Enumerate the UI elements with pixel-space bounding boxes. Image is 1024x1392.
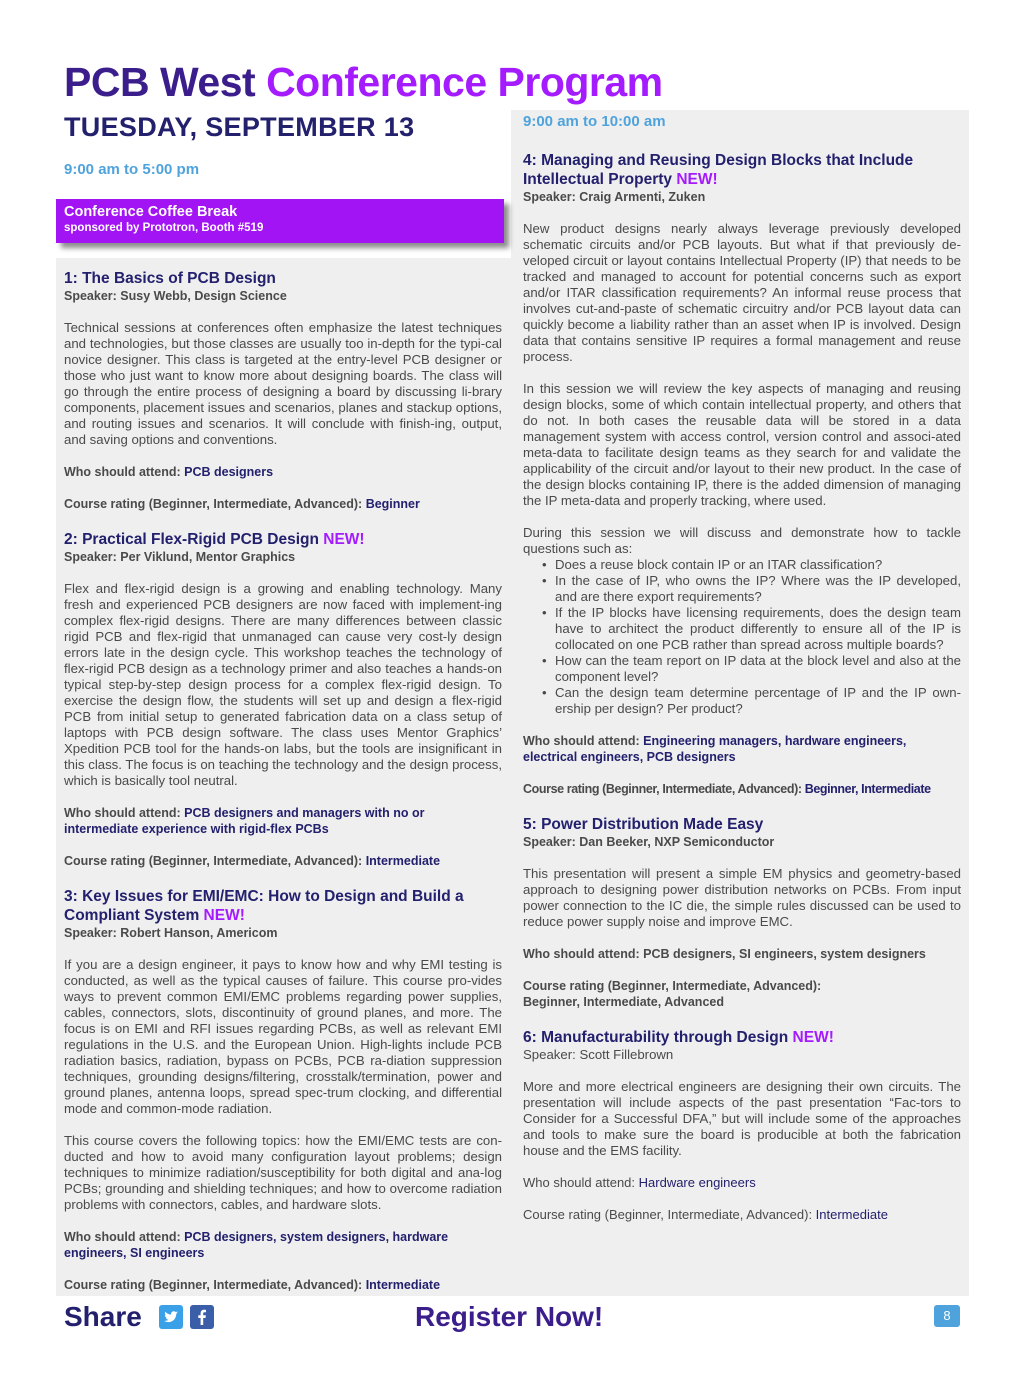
new-badge: NEW! bbox=[792, 1029, 834, 1046]
session3-speaker: Speaker: Robert Hanson, Americom bbox=[64, 926, 278, 940]
facebook-icon[interactable] bbox=[190, 1305, 214, 1329]
session1-rating: Course rating (Beginner, Intermediate, Advanced): Beginner bbox=[64, 497, 420, 511]
session5-who: Who should attend: PCB designers, SI engineers, system designers bbox=[523, 947, 926, 961]
session1-title: 1: The Basics of PCB Design bbox=[64, 270, 276, 287]
page-title bbox=[64, 58, 663, 106]
right-column bbox=[523, 113, 961, 1223]
session2-rating: Course rating (Beginner, Intermediate, Advanced): Intermediate bbox=[64, 854, 441, 868]
session3-description-2: This course covers the following topics: how the EMI/EMC tests are con-ducted and how to avoid many configuration layout problems; design techniques to minimize radiation/susceptibility for both digital and ana-log PCBs; grounding and shielding techniques; and how to overcome radiation problems with connectors, cables, and hardware slots. bbox=[64, 1133, 502, 1212]
twitter-icon[interactable] bbox=[159, 1305, 183, 1329]
session4-speaker: Speaker: Craig Armenti, Zuken bbox=[523, 190, 706, 204]
session5-speaker: Speaker: Dan Beeker, NXP Semiconductor bbox=[523, 835, 775, 849]
session4-title: 4: Managing and Reusing Design Blocks that Include Intellectual Property NEW! bbox=[523, 152, 914, 188]
session6-description: More and more electrical engineers are designing their own circuits. The presentation will include aspects of the past presentation “Fac-tors to Consider for a Successful DFA,” but will include some of the approaches and tools to make sure the board is producible at both the fabrication house and the EMS facility. bbox=[523, 1079, 961, 1158]
session2-speaker: Speaker: Per Viklund, Mentor Graphics bbox=[64, 550, 296, 564]
register-now-link[interactable]: Register Now! bbox=[415, 1301, 604, 1332]
coffee-break-banner bbox=[56, 199, 504, 243]
session4-rating: Course rating (Beginner, Intermediate, Advanced): Beginner, Intermediate bbox=[523, 782, 931, 796]
share-label: Share bbox=[64, 1301, 142, 1332]
session4-description-2: In this session we will review the key aspects of managing and reusing design blocks, some of which contain intellectual property, and others that do not. In both cases the reusable data will be stored in a data management system with access control, version control and associ-ated meta-data to facilitate design teams as they search for and validate the applicability of the circuit and/or layout to their new product. In the case of the design blocks containing IP, there is the added dimension of managing the IP meta-data and properly tracking, where used. bbox=[523, 381, 961, 508]
session1-description: Technical sessions at conferences often emphasize the latest techniques and technologies, but those classes are usually too in-depth for the typi-cal novice designer. This class is targeted at the entry-level PCB designer or those who just want to know more about designing boards. The class will go through the entire process of designing a board by discussing li-brary components, placement issues and scenarios, planes and stackup options, and routing issues and scenarios. It will conclude with finish-ing, output, and saving options and conventions. bbox=[64, 320, 502, 447]
list-item: • Can the design team determine percentage of IP and the IP own-ership per design? Per product? bbox=[523, 685, 961, 717]
session6-rating: Course rating (Beginner, Intermediate, Advanced): Intermediate bbox=[523, 1207, 888, 1222]
session5-title: 5: Power Distribution Made Easy bbox=[523, 816, 764, 833]
time-slot-right: 9:00 am to 10:00 am bbox=[523, 113, 666, 130]
session2-title: 2: Practical Flex-Rigid PCB Design NEW! bbox=[64, 531, 365, 548]
session5-rating-label: Course rating (Beginner, Intermediate, Advanced): bbox=[523, 979, 822, 993]
session4-who: Who should attend: Engineering managers, hardware engineers, electrical engineers, PCB designers bbox=[523, 734, 907, 764]
session3-description-1: If you are a design engineer, it pays to know how and why EMI testing is conducted, as well as the typical causes of failure. This course pro-vides ways to prevent common EMI/EMC problems regarding power supplies, cables, connectors, slots, discontinuity of ground planes, and more. The focus is on EMI and RFI issues regarding PCBs, as well as relevant EMI regulations in the U.S. and the European Union. High-lights include PCB radiation basics, radiation, bypass on PCBs, PCB ra-diation suppression techniques, grounding designs/filtering, crosstalk/termination, power and ground planes, antenna loops, spread spec-trum clocking, and differential mode and common-mode radiation. bbox=[64, 957, 502, 1116]
new-badge: NEW! bbox=[323, 531, 365, 548]
list-item: • In the case of IP, who owns the IP? Where was the IP developed, and are there export requirements? bbox=[523, 573, 961, 605]
page-number: 8 bbox=[934, 1305, 960, 1327]
session3-rating: Course rating (Beginner, Intermediate, Advanced): Intermediate bbox=[64, 1278, 441, 1292]
session3-who: Who should attend: PCB designers, system designers, hardware engineers, SI engineers bbox=[64, 1230, 449, 1260]
new-badge: NEW! bbox=[203, 907, 245, 924]
session2-who: Who should attend: PCB designers and managers with no or intermediate experience with rigid-flex PCBs bbox=[64, 806, 425, 836]
session4-question-list bbox=[523, 557, 961, 717]
session1-speaker: Speaker: Susy Webb, Design Science bbox=[64, 289, 287, 303]
session4-description-3: During this session we will discuss and demonstrate how to tackle questions such as: bbox=[523, 525, 961, 556]
session5-description: This presentation will present a simple EM physics and geometry-based approach to designing power distribution networks on PCBs. From input power connection to the IC die, the simple rules discussed can be used to reduce power supply noise and improve EMC. bbox=[523, 866, 961, 929]
session5-rating: Beginner, Intermediate, Advanced bbox=[523, 995, 724, 1009]
time-slot-left: 9:00 am to 5:00 pm bbox=[64, 161, 200, 178]
list-item: • How can the team report on IP data at the block level and also at the component level? bbox=[523, 653, 961, 685]
left-column bbox=[64, 110, 502, 1293]
new-badge: NEW! bbox=[676, 171, 718, 188]
session6-who: Who should attend: Hardware engineers bbox=[523, 1175, 756, 1190]
session2-description: Flex and flex-rigid design is a growing and enabling technology. Many fresh and experienced PCB designers are now faced with implement-ing complex flex-rigid designs. There are many differences between classic rigid PCB and flex-rigid that unmanaged can cause very cost-ly design errors late in the design cycle. This workshop teaches the technology of flex-rigid PCB design as a technology primer and also teaches a hands-on typical step-by-step design process for a complex flex-rigid design. To exercise the design flow, the students will set up and design a flex-rigid PCB from initial setup to generated fabrication data on a class setup of laptops with PCB design software. The class uses Mentor Graphics’ Xpedition PCB tool for the hands-on labs, but the tools are insignificant in this class. The focus is on teaching the technology and the design process, which is basically tool neutral. bbox=[64, 581, 502, 788]
list-item: • Does a reuse block contain IP or an ITAR classification? bbox=[523, 557, 961, 573]
session3-title: 3: Key Issues for EMI/EMC: How to Design and Build a Compliant System NEW! bbox=[64, 888, 464, 924]
session1-who: Who should attend: PCB designers bbox=[64, 465, 274, 479]
coffee-break-title: Conference Coffee Break bbox=[64, 204, 238, 220]
list-item: • If the IP blocks have licensing requirements, does the design team have to architect the product differently to ensure all of the IP is collocated on one PCB rather than spread across multiple boards? bbox=[523, 605, 961, 653]
session6-title: 6: Manufacturability through Design NEW! bbox=[523, 1029, 834, 1046]
coffee-break-sponsor: sponsored by Prototron, Booth #519 bbox=[64, 222, 264, 234]
session6-speaker: Speaker: Scott Fillebrown bbox=[523, 1047, 674, 1062]
title-part1: PCB West bbox=[64, 59, 256, 105]
day-heading: TUESDAY, SEPTEMBER 13 bbox=[64, 112, 415, 142]
session4-description-1: New product designs nearly always leverage previously developed schematic circuits and/or PCB layouts. But what if that previously de-veloped circuit or layout contains Intellectual Property (IP) that needs to be tracked and managed to account for potential concerns such as export and/or ITAR classification requirements? An informal reuse process that involves cut-and-paste of schematic circuitry and/or PCB layout data can quickly become a liability rather than an asset when IP is involved. Design data that contains sensitive IP requires a formal management and reuse process. bbox=[523, 221, 961, 364]
title-part2: Conference Program bbox=[266, 59, 663, 105]
